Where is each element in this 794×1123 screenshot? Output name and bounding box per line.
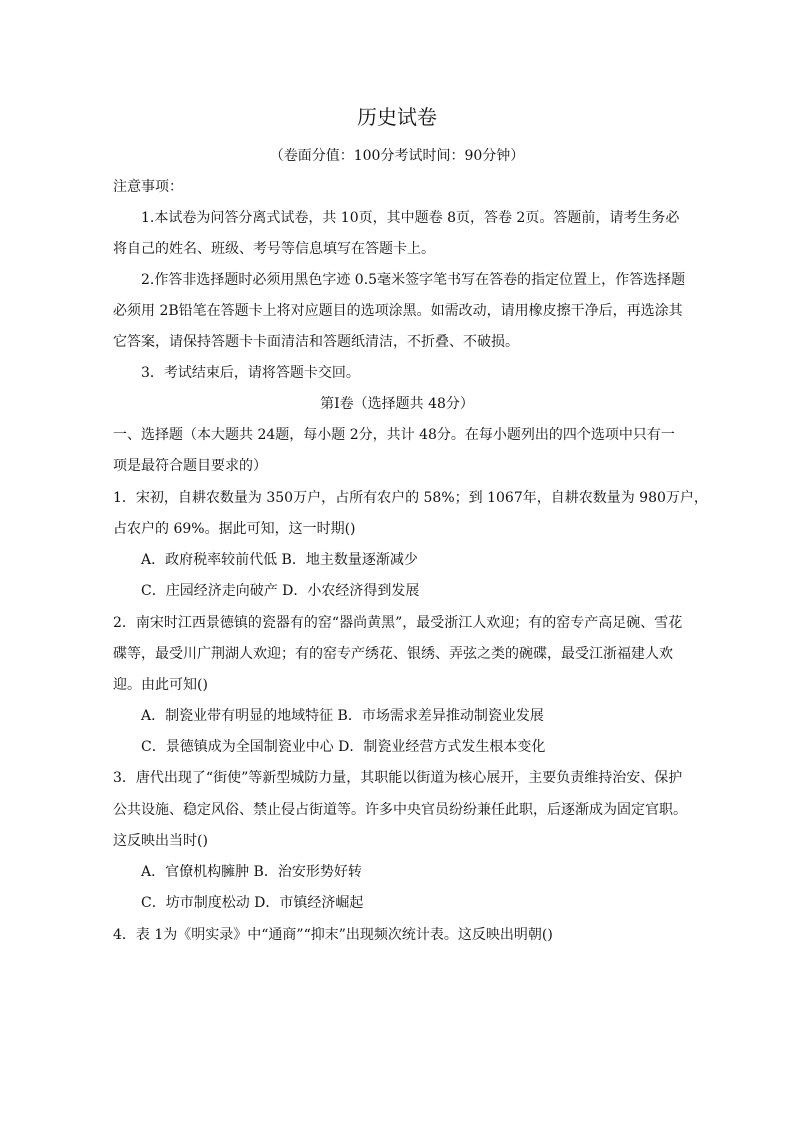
notice-line: 将自己的姓名、班级、考号等信息填写在答题卡上。: [113, 241, 435, 257]
question-stem-line: 1．宋初，自耕农数量为 350万户，占所有农户的 58%；到 1067年，自耕农数量为 980万户，: [113, 490, 708, 506]
section-intro-line: 一、选择题（本大题共 24题，每小题 2分，共计 48分。在每小题列出的四个选项中只有一: [113, 427, 675, 443]
notice-line: 2.作答非选择题时必须用黑色字迹 0.5毫米签字笔书写在答卷的指定位置上，作答选择题: [141, 272, 686, 288]
question-option-line: A．制瓷业带有明显的地域特征 B．市场需求差异推动制瓷业发展: [141, 708, 544, 724]
question-stem-line: 2．南宋时江西景德镇的瓷器有的窑“器尚黄黑”，最受浙江人欢迎；有的窑专产高足碗、雪花: [113, 615, 683, 631]
notice-line: 它答案，请保持答题卡卡面清洁和答题纸清洁，不折叠、不破损。: [113, 334, 519, 350]
question-stem-line: 4．表 1为《明实录》中“通商”“抑末”出现频次统计表。这反映出明朝(): [113, 927, 553, 943]
exam-info: （卷面分值：100分考试时间：90分钟）: [269, 148, 525, 164]
question-stem-line: 3．唐代出现了“街使”等新型城防力量，其职能以街道为核心展开，主要负责维持治安、保护: [113, 770, 683, 786]
question-stem-line: 占农户的 69%。据此可知，这一时期(): [113, 521, 356, 537]
question-option-line: A．政府税率较前代低 B．地主数量逐渐减少: [141, 552, 418, 568]
question-option-line: A．官僚机构臃肿 B．治安形势好转: [141, 864, 362, 880]
notice-heading: 注意事项：: [113, 179, 183, 195]
question-stem-line: 迎。由此可知(): [113, 677, 208, 693]
question-option-line: C．坊市制度松动 D．市镇经济崛起: [141, 895, 364, 911]
notice-line: 1.本试卷为问答分离式试卷，共 10页，其中题卷 8页，答卷 2页。答题前，请考生务必: [141, 210, 680, 226]
notice-line: 3．考试结束后，请将答题卡交回。: [141, 365, 360, 381]
question-option-line: C．庄园经济走向破产 D．小农经济得到发展: [141, 583, 420, 599]
question-stem-line: 这反映出当时(): [113, 833, 208, 849]
question-stem-line: 碟等，最受川广荆湖人欢迎；有的窑专产绣花、银绣、弄弦之类的碗碟，最受江浙福建人欢: [113, 646, 673, 662]
notice-line: 必须用 2B铅笔在答题卡上将对应题目的选项涂黑。如需改动，请用橡皮擦干净后，再选涂其: [113, 303, 683, 319]
section-intro-line: 项是最符合题目要求的）: [113, 458, 267, 474]
section-title: 第Ⅰ卷（选择题共 48分）: [320, 396, 474, 412]
question-option-line: C．景德镇成为全国制瓷业中心 D．制瓷业经营方式发生根本变化: [141, 739, 546, 755]
question-stem-line: 公共设施、稳定风俗、禁止侵占街道等。许多中央官员纷纷兼任此职，后逐渐成为固定官职。: [113, 802, 687, 818]
page-title: 历史试卷: [357, 105, 437, 129]
